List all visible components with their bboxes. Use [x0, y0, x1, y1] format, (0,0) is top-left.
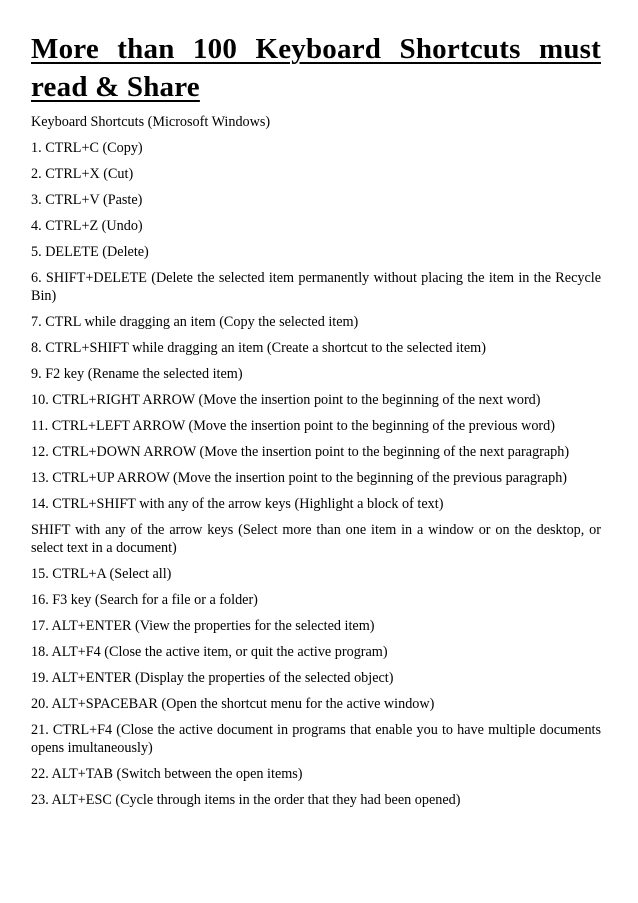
shortcut-item: 8. CTRL+SHIFT while dragging an item (Create a shortcut to the selected item) — [31, 340, 486, 356]
document-title: More than 100 Keyboard Shortcuts must read & Share — [31, 33, 601, 103]
shortcut-item: 5. DELETE (Delete) — [31, 244, 149, 260]
shortcut-item: 22. ALT+TAB (Switch between the open items) — [31, 766, 303, 782]
shortcut-item: 3. CTRL+V (Paste) — [31, 192, 143, 208]
shortcut-item: 23. ALT+ESC (Cycle through items in the order that they had been opened) — [31, 792, 461, 808]
shortcut-item: 15. CTRL+A (Select all) — [31, 566, 172, 582]
document-page — [31, 30, 601, 809]
shortcut-item: 13. CTRL+UP ARROW (Move the insertion point to the beginning of the previous paragraph) — [31, 470, 568, 486]
shortcut-item: 20. ALT+SPACEBAR (Open the shortcut menu for the active window) — [31, 696, 435, 712]
shortcut-item: 14. CTRL+SHIFT with any of the arrow keys (Highlight a block of text) — [31, 496, 444, 512]
shortcut-item: 21. CTRL+F4 (Close the active document in programs that enable you to have multiple documents opens imultaneously) — [31, 722, 601, 756]
shortcut-item: 18. ALT+F4 (Close the active item, or quit the active program) — [31, 644, 388, 660]
shortcut-item: 2. CTRL+X (Cut) — [31, 166, 134, 182]
shortcut-item: 6. SHIFT+DELETE (Delete the selected item permanently without placing the item in the Recycle Bin) — [31, 270, 601, 304]
shortcut-item: 19. ALT+ENTER (Display the properties of the selected object) — [31, 670, 394, 686]
shortcut-list — [31, 139, 601, 809]
shortcut-item: 11. CTRL+LEFT ARROW (Move the insertion point to the beginning of the previous word) — [31, 418, 555, 434]
shortcut-item: 17. ALT+ENTER (View the properties for the selected item) — [31, 618, 375, 634]
shortcut-item: 1. CTRL+C (Copy) — [31, 140, 143, 156]
shortcut-item: 7. CTRL while dragging an item (Copy the selected item) — [31, 314, 359, 330]
shortcut-item: SHIFT with any of the arrow keys (Select more than one item in a window or on the desktop, or select text in a document) — [31, 522, 601, 556]
shortcut-item: 9. F2 key (Rename the selected item) — [31, 366, 243, 382]
shortcut-item: 16. F3 key (Search for a file or a folder) — [31, 592, 258, 608]
shortcut-item: 4. CTRL+Z (Undo) — [31, 218, 143, 234]
document-subtitle: Keyboard Shortcuts (Microsoft Windows) — [31, 114, 271, 130]
shortcut-item: 10. CTRL+RIGHT ARROW (Move the insertion point to the beginning of the next word) — [31, 392, 541, 408]
shortcut-item: 12. CTRL+DOWN ARROW (Move the insertion point to the beginning of the next paragraph) — [31, 444, 570, 460]
